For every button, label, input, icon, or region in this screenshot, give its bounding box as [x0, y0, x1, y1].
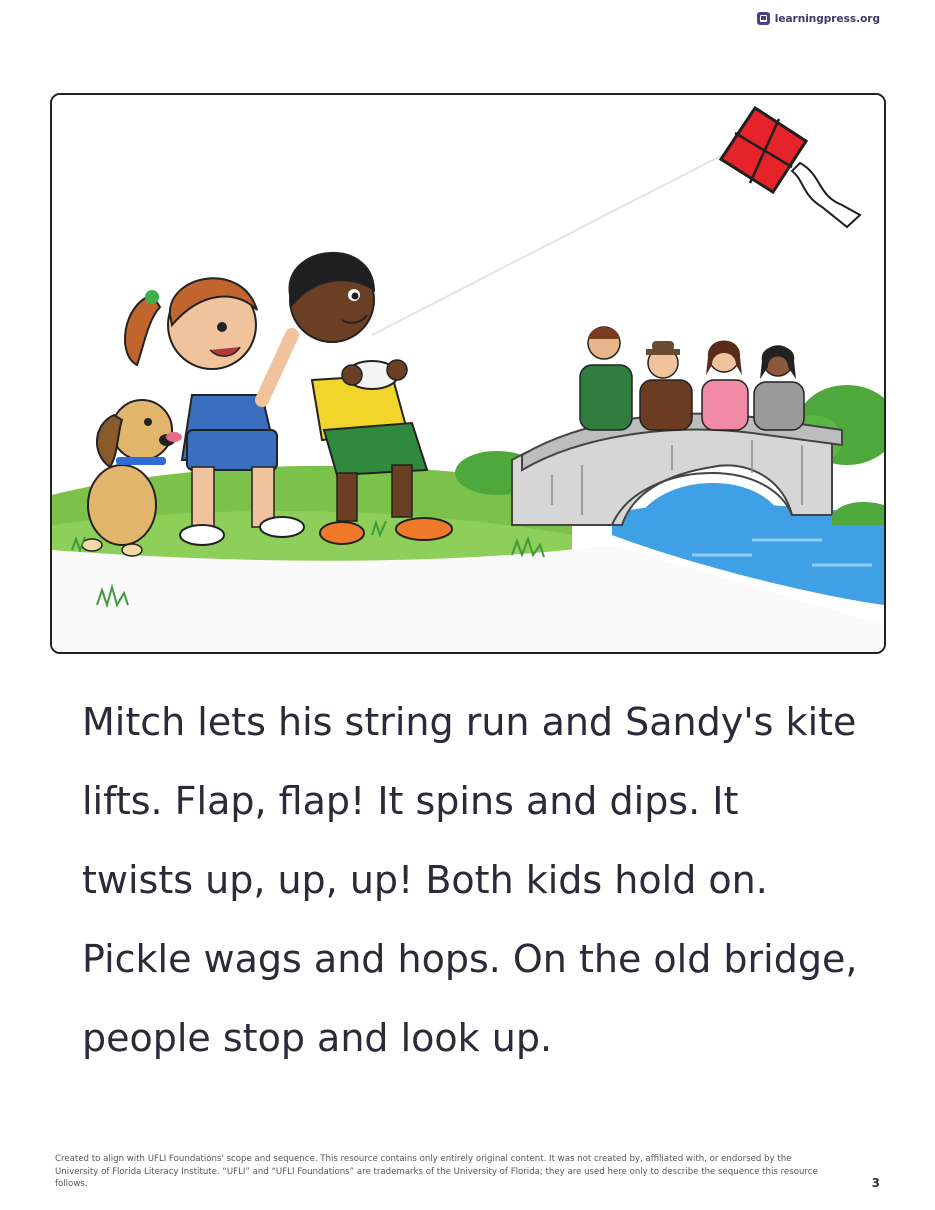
book-icon: [757, 12, 770, 25]
story-line: Pickle wags and hops. On the old bridge,: [82, 937, 858, 981]
story-line: twists up, up, up! Both kids hold on.: [82, 858, 768, 902]
story-line: people stop and look up.: [82, 1016, 553, 1060]
brand-text: learningpress.org: [774, 12, 880, 25]
story-line: lifts. Flap, flap! It spins and dips. It: [82, 779, 739, 823]
story-text: [82, 683, 882, 1078]
footer-disclaimer: Created to align with UFLI Foundations' scope and sequence. This resource contains only entirely original content. It was not created by, affiliated with, or endorsed by the University of Florida Literacy Institute. “UFLI” and “UFLI Foundations” are trademarks of the University of Florida; they are used here only to describe the sequence this resource follows.: [55, 1154, 818, 1189]
page-number: 3: [871, 1176, 880, 1190]
story-illustration: [50, 93, 886, 654]
kite-flying-scene-icon: [52, 95, 884, 652]
story-line: Mitch lets his string run and Sandy's kite: [82, 700, 857, 744]
brand-link[interactable]: [757, 12, 880, 25]
